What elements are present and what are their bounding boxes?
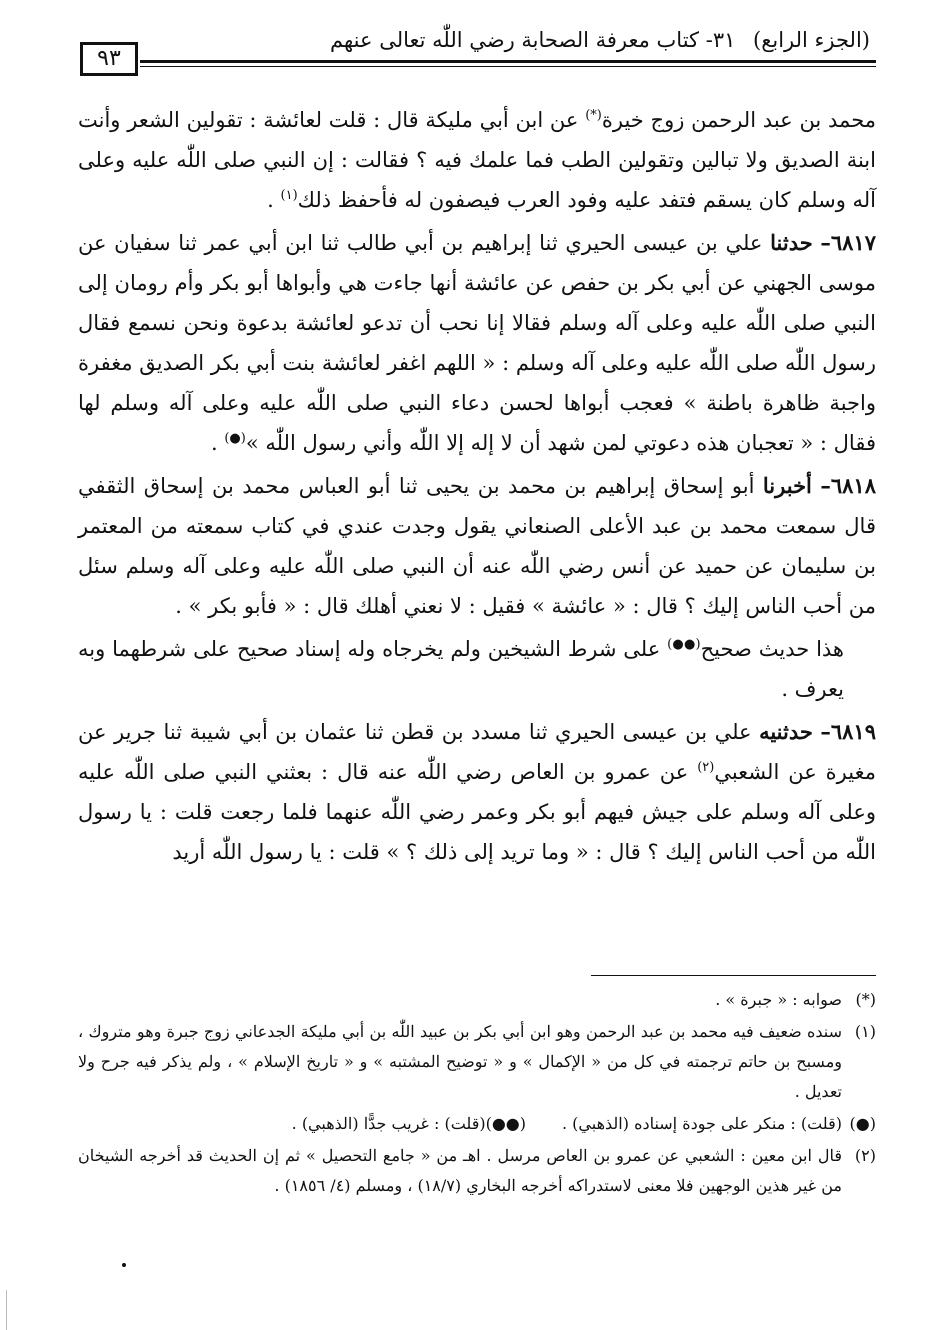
footnote-mark: (*) [855,990,876,1009]
chapter-title: ٣١- كتاب معرفة الصحابة رضي اللّٰه تعالى عنهم [330,28,736,52]
hadith-lead-word: حدثنيه [759,719,813,744]
footnote-dotdot [292,1109,526,1139]
paragraph-intro [78,100,876,220]
hadith-lead-word: حدثنا [770,230,813,255]
hadith-6817 [78,223,876,463]
footnote-ref-dot: (●) [224,431,246,446]
text-span: محمد بن عبد الرحمن زوج خيرة [601,108,876,132]
footnote-mark: (●) [849,1114,876,1133]
footnote-text: صوابه : « جبرة » . [715,990,842,1009]
hadith-text: علي بن عيسى الحيري ثنا إبراهيم بن أبي طالب ثنا ابن أبي عمر ثنا سفيان عن موسى الجهني عن أبي بكر بن حفص عن عائشة أنها جاءت هي وأبواها أبو بكر وأم رومان إلى النبي صلى اللّٰه عليه وعلى آله وسلم فقالا إنا نحب أن تدعو لعائشة بدعوة ونحن نسمع فقال رسول اللّٰه صلى اللّٰه عليه وعلى آله وسلم : « اللهم اغفر لعائشة بنت أبي بكر الصديق مغفرة واجبة ظاهرة باطنة » فعجب أبواها لحسن دعاء النبي صلى اللّٰه عليه وعلى آله وسلم لها فقال : « تعجبان هذه دعوتي لمن شهد أن لا إله إلا اللّٰه وأني رسول اللّٰه » [78,231,876,455]
main-text [78,100,876,875]
text-span: عن ابن أبي مليكة قال : قلت لعائشة : تقولين الشعر وأنت ابنة الصديق ولا تبالين وتقولين الطب فما علمك فيه ؟ فقالت : إن النبي صلى اللّٰه عليه وعلى آله وسلم كان يسقم فتفد عليه وفود العرب فيصفون له فأحفظ ذلك [78,108,876,212]
footnote-ref-1: (١) [280,188,298,203]
page-number: ٩٣ [80,42,138,76]
footnote-2 [78,1141,876,1201]
running-header [80,24,876,62]
footnote-ref-dotdot: (●●) [667,637,701,652]
text-span: على شرط الشيخين ولم يخرجاه وله إسناد صحيح على شرطهما وبه يعرف . [78,637,844,701]
footnotes [78,985,876,1203]
footnote-ref-2: (٢) [697,760,715,775]
footnote-text: سنده ضعيف فيه محمد بن عبد الرحمن وهو ابن أبي بكر بن عبيد اللّٰه بن أبي مليكة الجدعاني زوج جبرة وهو متروك ، ومسبح بن حاتم ترجمته في كل من « الإكمال » و « توضيح المشتبه » و « تاريخ الإسلام » ، ولم يذكر فيه جرح ولا تعديل . [78,1022,842,1101]
text-span: . [210,431,225,455]
hadith-number: ٦٨١٨– [820,473,876,498]
print-speck [122,1263,126,1267]
footnote-dot [562,1109,876,1139]
footnote-1 [78,1017,876,1107]
scan-edge-line [6,1290,7,1330]
footnote-text: قال ابن معين : الشعبي عن عمرو بن العاص مرسل . اهـ من « جامع التحصيل » ثم إن الحديث قد أخرجه الشيخان من غير هذين الوجهين فلا معنى لاستدراكه أخرجه البخاري (١٨/٧) ، ومسلم (٤/ ١٨٥٦) . [78,1146,842,1195]
volume-label: (الجزء الرابع) [753,28,870,52]
hadith-lead-word: أخبرنا [762,473,812,498]
footnote-dots-row [78,1109,876,1139]
hadith-number: ٦٨١٩– [820,719,876,744]
hadith-number: ٦٨١٧– [820,230,876,255]
footnote-mark: (٢) [854,1146,876,1165]
footnote-text: (قلت) : غريب جدًّا (الذهبي) . [291,1114,486,1133]
footnote-separator [591,975,876,976]
hadith-6819 [78,712,876,872]
header-rule-thin [140,66,876,67]
header-rule [140,60,876,63]
text-span: . [267,188,281,212]
footnote-mark: (●●) [485,1114,526,1133]
hadith-6818 [78,466,876,626]
footnote-star [78,985,876,1015]
hadith-verdict [78,629,876,709]
hadith-text: أبو إسحاق إبراهيم بن محمد بن يحيى ثنا أبو العباس محمد بن إسحاق الثقفي قال سمعت محمد بن عبد الأعلى الصنعاني يقول وجدت عندي في كتاب سمعته من المعتمر بن سليمان عن حميد عن أنس رضي اللّٰه عنه أن النبي صلى اللّٰه عليه وعلى آله وسلم سئل من أحب الناس إليك ؟ قال : « عائشة » فقيل : لا نعني أهلك قال : « فأبو بكر » . [78,474,876,618]
hadith-text: علي بن عيسى الحيري ثنا مسدد بن قطن ثنا عثمان بن أبي شيبة ثنا جرير عن مغيرة عن الشعبي [78,720,876,784]
footnote-text: (قلت) : منكر على جودة إسناده (الذهبي) . [562,1114,842,1133]
footnote-ref-star: (*) [585,108,602,123]
footnote-mark: (١) [854,1022,876,1041]
hadith-text: عن عمرو بن العاص رضي اللّٰه عنه قال : بعثني النبي صلى اللّٰه عليه وعلى آله وسلم على جيش فيهم أبو بكر وعمر رضي اللّٰه عنهما فلما رجعت قلت : يا رسول اللّٰه من أحب الناس إليك ؟ قال : « وما تريد إلى ذلك ؟ » قلت : يا رسول اللّٰه أريد [78,760,876,864]
text-span: هذا حديث صحيح [700,637,844,661]
